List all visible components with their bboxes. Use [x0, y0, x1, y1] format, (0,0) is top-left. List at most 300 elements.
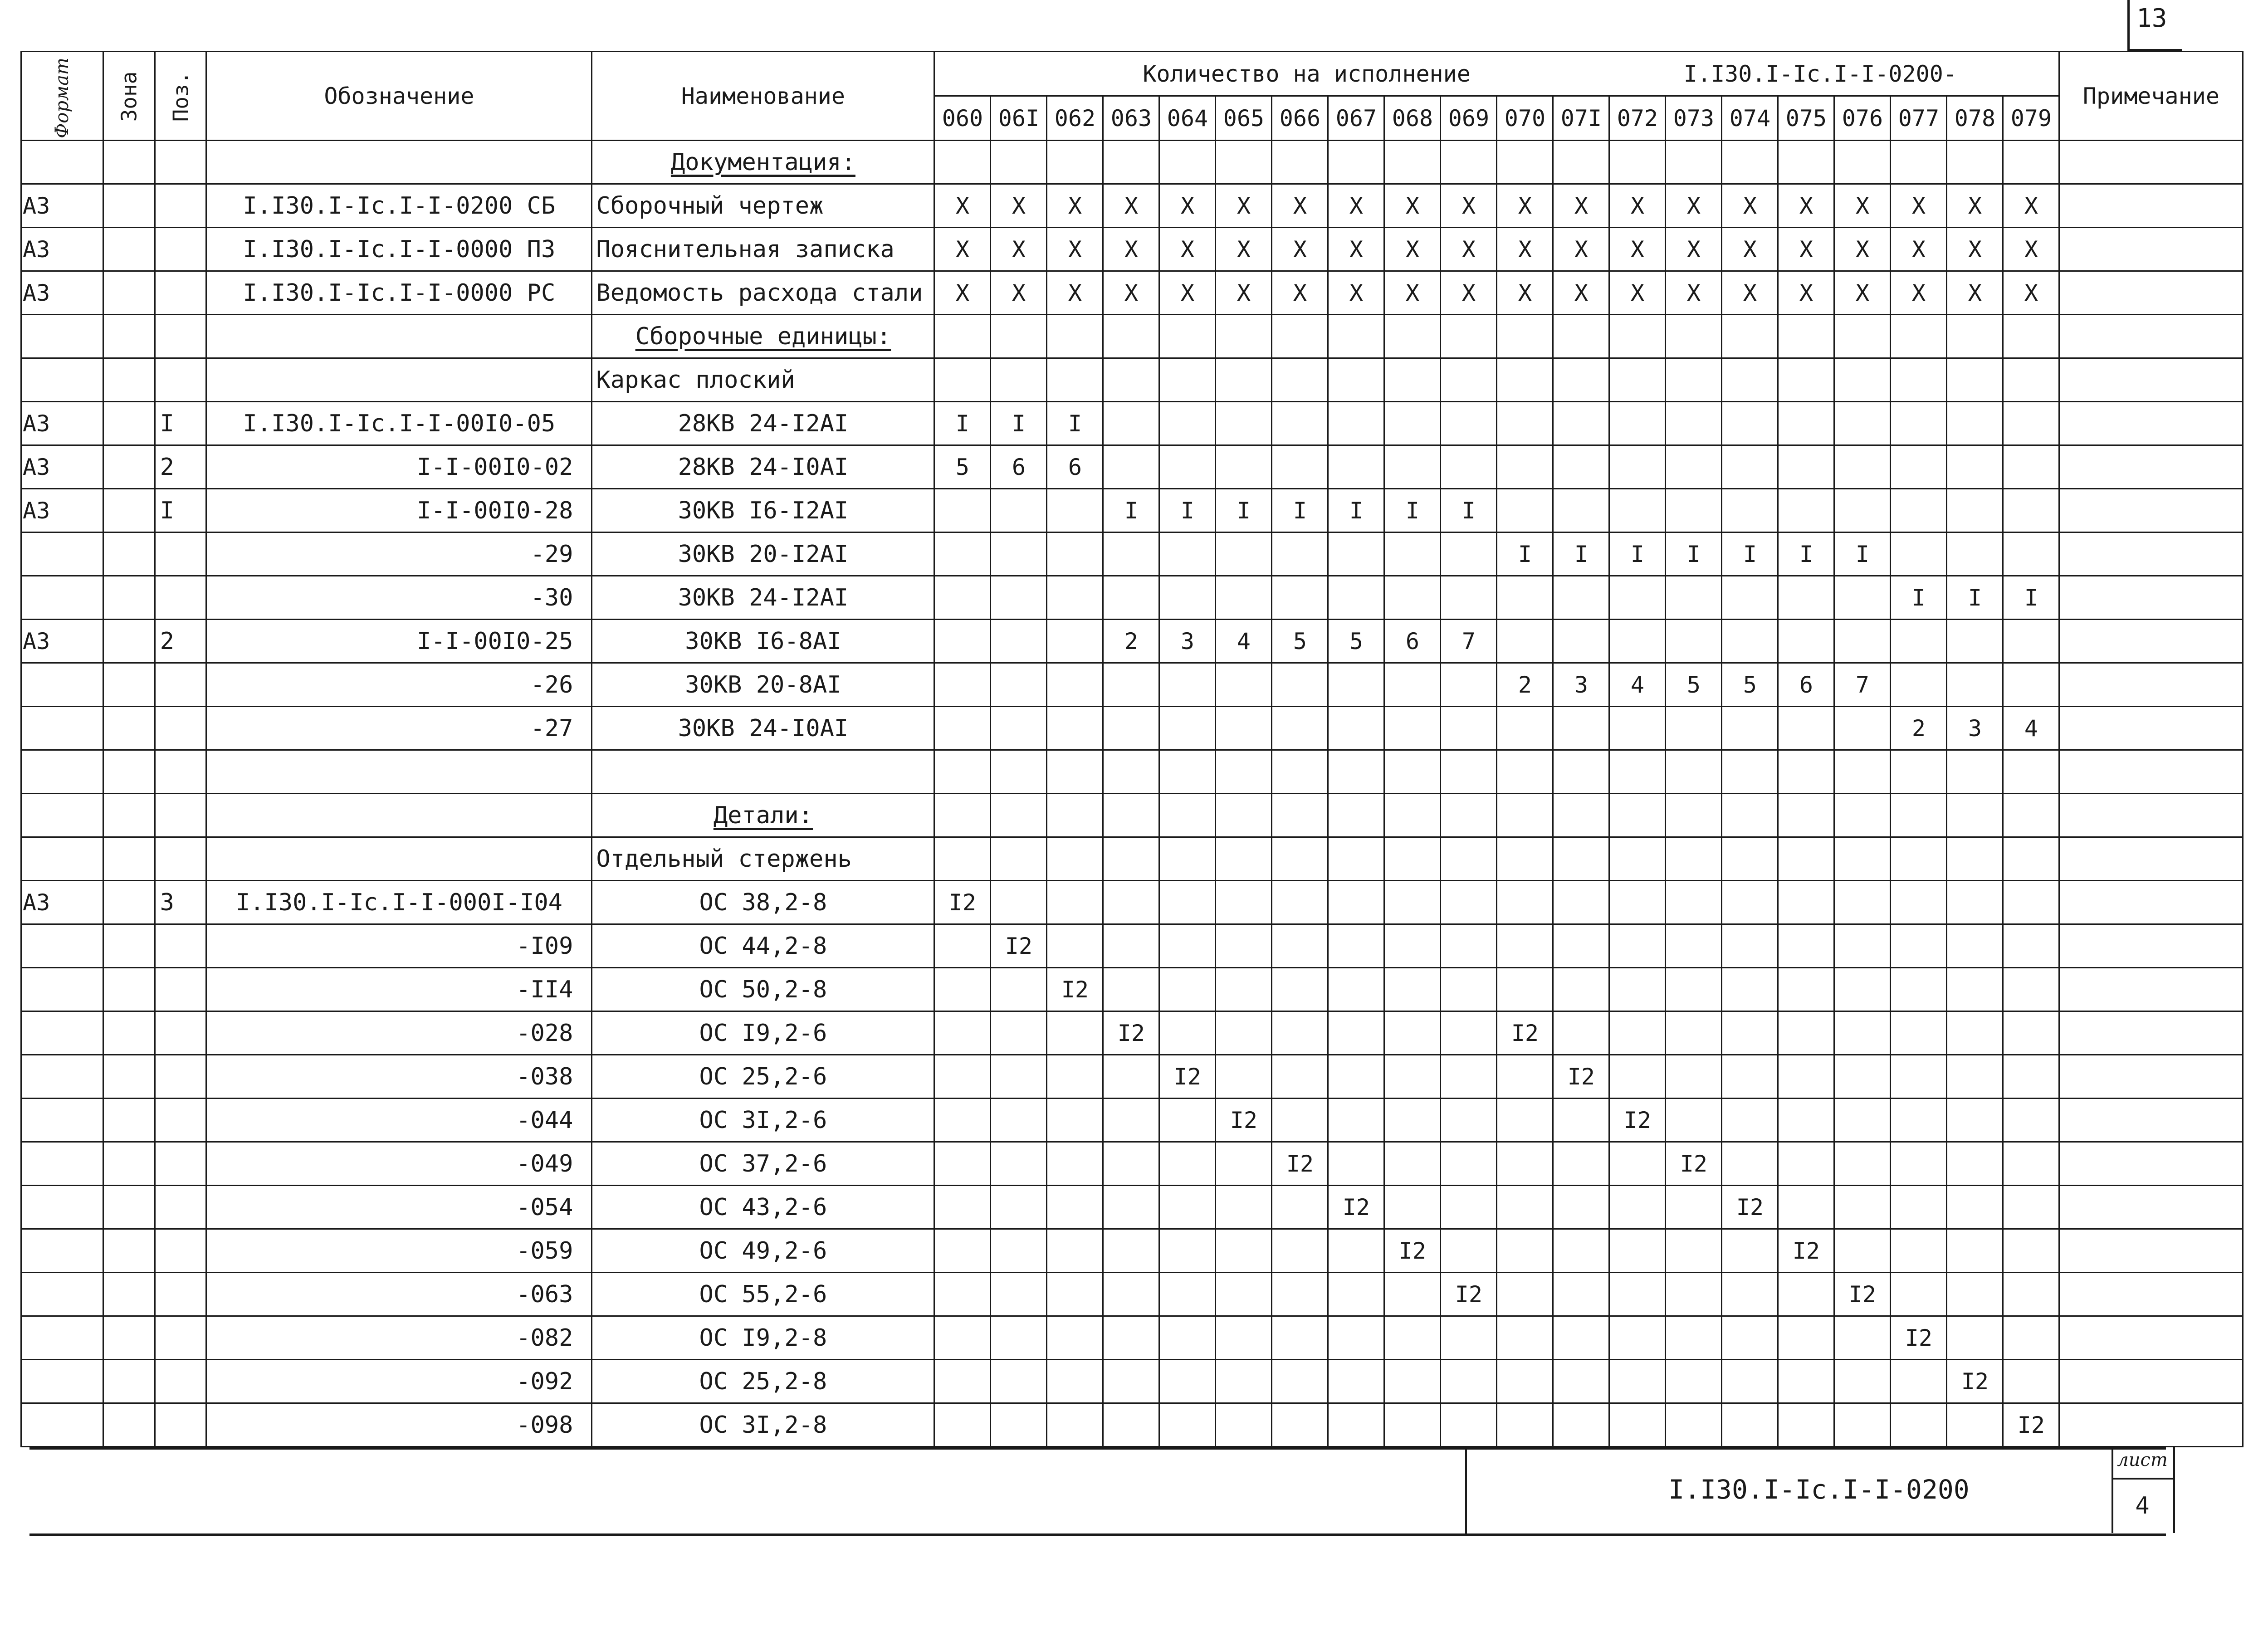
- qty-cell: [1272, 750, 1328, 794]
- name-cell: Ведомость расхода стали: [592, 271, 934, 315]
- note-cell: [2059, 1403, 2243, 1447]
- qty-cell: [1947, 1055, 2003, 1099]
- qty-cell: [1384, 881, 1441, 924]
- qty-cell: [2003, 532, 2059, 576]
- pos-cell: [155, 707, 206, 750]
- qty-cell: [2003, 1316, 2059, 1360]
- qty-cell: [1272, 1229, 1328, 1273]
- name-cell: ОС 44,2-8: [592, 924, 934, 968]
- name-cell: [592, 750, 934, 794]
- qty-cell: [1609, 141, 1666, 184]
- qty-cell: [1778, 358, 1834, 402]
- qty-cell: [1497, 620, 1553, 663]
- qty-cell: 4: [1216, 620, 1272, 663]
- qty-cell: I: [1047, 402, 1103, 445]
- qty-cell: [1103, 707, 1159, 750]
- section-heading: [592, 315, 934, 358]
- qty-cell: [1159, 1273, 1216, 1316]
- name-cell: 30КВ 24-I2АI: [592, 576, 934, 620]
- qty-cell: X: [1891, 228, 1947, 271]
- note-cell: [2059, 445, 2243, 489]
- qty-cell: I2: [1272, 1142, 1328, 1186]
- format-cell: А3: [21, 228, 103, 271]
- qty-cell: [991, 1055, 1047, 1099]
- qty-cell: [1666, 1099, 1722, 1142]
- qty-cell: 5: [1328, 620, 1384, 663]
- qty-cell: [1384, 141, 1441, 184]
- qty-cell: [1553, 1229, 1609, 1273]
- name-cell: 30КВ 20-8АI: [592, 663, 934, 707]
- variant-header-cell: 064: [1159, 96, 1216, 141]
- qty-cell: [1497, 1360, 1553, 1403]
- qty-cell: [1497, 750, 1553, 794]
- qty-cell: [1947, 750, 2003, 794]
- qty-cell: [934, 1142, 991, 1186]
- table-row: [21, 141, 2243, 184]
- qty-cell: [1328, 1011, 1384, 1055]
- qty-cell: I2: [1947, 1360, 2003, 1403]
- name-cell: ОС 49,2-6: [592, 1229, 934, 1273]
- qty-cell: [1722, 794, 1778, 837]
- qty-cell: X: [1666, 228, 1722, 271]
- qty-cell: [1216, 576, 1272, 620]
- qty-cell: [1834, 968, 1891, 1011]
- qty-cell: [1159, 881, 1216, 924]
- qty-cell: [1272, 1360, 1328, 1403]
- qty-cell: [1103, 837, 1159, 881]
- qty-cell: [1834, 707, 1891, 750]
- qty-cell: [934, 489, 991, 532]
- zone-cell: [103, 750, 155, 794]
- qty-cell: I: [1272, 489, 1328, 532]
- name-cell: ОС 43,2-6: [592, 1186, 934, 1229]
- qty-cell: I2: [1159, 1055, 1216, 1099]
- pos-cell: [155, 228, 206, 271]
- format-cell: А3: [21, 620, 103, 663]
- note-cell: [2059, 620, 2243, 663]
- qty-cell: I2: [1384, 1229, 1441, 1273]
- qty-cell: [1891, 141, 1947, 184]
- format-cell: [21, 663, 103, 707]
- qty-cell: [1047, 750, 1103, 794]
- qty-cell: X: [1497, 228, 1553, 271]
- qty-cell: X: [1947, 228, 2003, 271]
- variant-header-cell: 077: [1891, 96, 1947, 141]
- qty-cell: [1159, 1360, 1216, 1403]
- variant-header-cell: 079: [2003, 96, 2059, 141]
- qty-cell: [1609, 1273, 1666, 1316]
- qty-cell: [991, 315, 1047, 358]
- format-cell: [21, 1360, 103, 1403]
- qty-cell: [934, 663, 991, 707]
- qty-cell: [1891, 881, 1947, 924]
- qty-cell: [1103, 1360, 1159, 1403]
- qty-cell: I2: [1441, 1273, 1497, 1316]
- qty-cell: [1778, 924, 1834, 968]
- qty-cell: [1722, 1011, 1778, 1055]
- qty-cell: [991, 1011, 1047, 1055]
- qty-cell: [1666, 1403, 1722, 1447]
- qty-cell: [1159, 968, 1216, 1011]
- pos-cell: [155, 1055, 206, 1099]
- zone-cell: [103, 1273, 155, 1316]
- qty-cell: [1216, 1360, 1272, 1403]
- qty-cell: [1216, 794, 1272, 837]
- qty-cell: [1778, 794, 1834, 837]
- qty-cell: [991, 358, 1047, 402]
- qty-cell: [1609, 1316, 1666, 1360]
- note-cell: [2059, 228, 2243, 271]
- name-cell: 28КВ 24-I2АI: [592, 402, 934, 445]
- qty-cell: [1272, 1273, 1328, 1316]
- qty-cell: [1891, 968, 1947, 1011]
- qty-cell: [2003, 358, 2059, 402]
- qty-cell: [2003, 794, 2059, 837]
- qty-cell: 2: [1497, 663, 1553, 707]
- format-cell: [21, 924, 103, 968]
- qty-cell: [1159, 1142, 1216, 1186]
- qty-cell: [1328, 358, 1384, 402]
- variant-header-cell: 066: [1272, 96, 1328, 141]
- qty-cell: [1778, 315, 1834, 358]
- qty-cell: [1778, 881, 1834, 924]
- qty-cell: [1441, 1142, 1497, 1186]
- table-row: [21, 228, 2243, 271]
- table-row: [21, 1142, 2243, 1186]
- qty-cell: [1609, 1360, 1666, 1403]
- qty-cell: [1216, 1316, 1272, 1360]
- zone-cell: [103, 620, 155, 663]
- qty-cell: [1553, 837, 1609, 881]
- qty-cell: [1609, 968, 1666, 1011]
- qty-cell: [1497, 707, 1553, 750]
- qty-cell: [1384, 1273, 1441, 1316]
- name-cell: 30КВ I6-8АI: [592, 620, 934, 663]
- qty-cell: [1553, 402, 1609, 445]
- table-row: [21, 1316, 2243, 1360]
- qty-cell: [934, 924, 991, 968]
- qty-cell: [1722, 489, 1778, 532]
- qty-cell: [1497, 402, 1553, 445]
- qty-cell: [934, 1011, 991, 1055]
- qty-cell: I2: [991, 924, 1047, 968]
- qty-cell: [1834, 1403, 1891, 1447]
- qty-cell: [1497, 1186, 1553, 1229]
- qty-cell: [1609, 1011, 1666, 1055]
- qty-cell: [1272, 445, 1328, 489]
- pos-cell: [155, 750, 206, 794]
- name-cell: ОС 25,2-6: [592, 1055, 934, 1099]
- qty-cell: [1159, 1403, 1216, 1447]
- qty-cell: [1553, 1316, 1609, 1360]
- qty-cell: [1666, 620, 1722, 663]
- qty-cell: [1891, 445, 1947, 489]
- header-designation: Обозначение: [206, 52, 592, 141]
- sheet-label: лист: [2117, 1450, 2168, 1470]
- qty-cell: [1216, 1403, 1272, 1447]
- qty-cell: [1553, 489, 1609, 532]
- qty-cell: [1947, 141, 2003, 184]
- qty-cell: [1497, 968, 1553, 1011]
- variant-header-cell: 065: [1216, 96, 1272, 141]
- document-code: I.I30.I-Ic.I-I-0200: [1668, 1474, 1970, 1505]
- qty-cell: [1328, 576, 1384, 620]
- qty-cell: [1834, 1011, 1891, 1055]
- format-cell: А3: [21, 402, 103, 445]
- pos-cell: [155, 315, 206, 358]
- qty-cell: [1328, 881, 1384, 924]
- qty-cell: X: [1834, 271, 1891, 315]
- format-cell: [21, 532, 103, 576]
- qty-cell: [1328, 445, 1384, 489]
- qty-cell: [991, 1360, 1047, 1403]
- qty-cell: [1272, 794, 1328, 837]
- qty-cell: [1216, 358, 1272, 402]
- qty-cell: [1047, 1099, 1103, 1142]
- qty-cell: [1553, 1011, 1609, 1055]
- table-row: [21, 445, 2243, 489]
- qty-cell: [1666, 881, 1722, 924]
- qty-cell: [1103, 358, 1159, 402]
- qty-cell: [934, 1055, 991, 1099]
- qty-cell: [1103, 1403, 1159, 1447]
- qty-cell: [1609, 1142, 1666, 1186]
- qty-cell: I2: [934, 881, 991, 924]
- qty-cell: [1497, 576, 1553, 620]
- qty-cell: [1441, 445, 1497, 489]
- qty-cell: [2003, 402, 2059, 445]
- format-cell: [21, 1316, 103, 1360]
- qty-cell: X: [991, 271, 1047, 315]
- variant-header-cell: 070: [1497, 96, 1553, 141]
- qty-cell: [1216, 141, 1272, 184]
- qty-cell: [1497, 794, 1553, 837]
- zone-cell: [103, 1186, 155, 1229]
- table-row: [21, 1360, 2243, 1403]
- qty-cell: [1553, 794, 1609, 837]
- qty-cell: [1722, 620, 1778, 663]
- qty-cell: [1947, 445, 2003, 489]
- qty-cell: [934, 1099, 991, 1142]
- qty-cell: [934, 532, 991, 576]
- qty-cell: [1722, 1099, 1778, 1142]
- note-cell: [2059, 489, 2243, 532]
- qty-cell: [1609, 707, 1666, 750]
- qty-cell: I: [1159, 489, 1216, 532]
- qty-cell: [1778, 445, 1834, 489]
- qty-cell: [2003, 1229, 2059, 1273]
- qty-cell: [1778, 1316, 1834, 1360]
- qty-cell: [1947, 1186, 2003, 1229]
- qty-cell: [1441, 576, 1497, 620]
- qty-cell: X: [1216, 184, 1272, 228]
- qty-cell: [1666, 141, 1722, 184]
- qty-cell: [1103, 663, 1159, 707]
- qty-cell: [1497, 141, 1553, 184]
- qty-cell: [1272, 663, 1328, 707]
- note-cell: [2059, 1360, 2243, 1403]
- qty-cell: [991, 1186, 1047, 1229]
- qty-cell: X: [1553, 184, 1609, 228]
- qty-cell: [1384, 837, 1441, 881]
- qty-cell: [1216, 881, 1272, 924]
- qty-cell: [1722, 1316, 1778, 1360]
- format-cell: А3: [21, 445, 103, 489]
- qty-cell: [1553, 1360, 1609, 1403]
- name-cell: 30КВ I6-I2АI: [592, 489, 934, 532]
- qty-cell: [1441, 358, 1497, 402]
- qty-cell: [1047, 1316, 1103, 1360]
- qty-cell: [1384, 794, 1441, 837]
- qty-cell: I: [1328, 489, 1384, 532]
- qty-cell: I2: [1328, 1186, 1384, 1229]
- designation-cell: [206, 750, 592, 794]
- qty-cell: X: [1441, 271, 1497, 315]
- qty-cell: [991, 532, 1047, 576]
- qty-cell: I: [1441, 489, 1497, 532]
- designation-cell: I-I-00I0-28: [206, 489, 592, 532]
- qty-cell: X: [934, 228, 991, 271]
- variant-header-cell: 063: [1103, 96, 1159, 141]
- qty-cell: [934, 750, 991, 794]
- pos-cell: [155, 1403, 206, 1447]
- qty-cell: [1778, 1273, 1834, 1316]
- qty-cell: [1047, 1142, 1103, 1186]
- designation-cell: -059: [206, 1229, 592, 1273]
- qty-cell: [1328, 532, 1384, 576]
- note-cell: [2059, 1011, 2243, 1055]
- qty-cell: [1778, 489, 1834, 532]
- name-cell: 28КВ 24-I0АI: [592, 445, 934, 489]
- note-cell: [2059, 707, 2243, 750]
- qty-cell: [1384, 402, 1441, 445]
- name-cell: 30КВ 24-I0АI: [592, 707, 934, 750]
- qty-cell: I: [1947, 576, 2003, 620]
- qty-cell: [1272, 358, 1328, 402]
- qty-cell: [991, 1142, 1047, 1186]
- qty-cell: [1103, 794, 1159, 837]
- qty-cell: [1103, 445, 1159, 489]
- variant-header-cell: 076: [1834, 96, 1891, 141]
- table-row: [21, 620, 2243, 663]
- note-cell: [2059, 794, 2243, 837]
- qty-cell: [1947, 358, 2003, 402]
- qty-cell: [1497, 1099, 1553, 1142]
- qty-cell: I: [1103, 489, 1159, 532]
- variant-header-cell: 067: [1328, 96, 1384, 141]
- format-cell: [21, 1055, 103, 1099]
- qty-cell: [934, 1403, 991, 1447]
- qty-cell: [1834, 358, 1891, 402]
- qty-cell: [1047, 1055, 1103, 1099]
- header-pos: Поз.: [155, 52, 206, 141]
- qty-cell: [1272, 576, 1328, 620]
- note-cell: [2059, 1316, 2243, 1360]
- qty-cell: X: [1272, 184, 1328, 228]
- qty-cell: [1891, 315, 1947, 358]
- qty-cell: [1834, 837, 1891, 881]
- qty-cell: I2: [1103, 1011, 1159, 1055]
- table-row: [21, 1099, 2243, 1142]
- format-cell: А3: [21, 184, 103, 228]
- qty-cell: [1103, 924, 1159, 968]
- pos-cell: [155, 968, 206, 1011]
- format-cell: А3: [21, 489, 103, 532]
- qty-cell: [1609, 402, 1666, 445]
- qty-cell: [1328, 663, 1384, 707]
- qty-cell: [1272, 141, 1328, 184]
- qty-cell: [1497, 1055, 1553, 1099]
- note-cell: [2059, 358, 2243, 402]
- qty-cell: [1103, 1229, 1159, 1273]
- qty-cell: [1497, 924, 1553, 968]
- qty-cell: I2: [1722, 1186, 1778, 1229]
- qty-cell: [1778, 1360, 1834, 1403]
- pos-cell: [155, 837, 206, 881]
- qty-cell: [991, 141, 1047, 184]
- qty-cell: [991, 489, 1047, 532]
- qty-cell: [1103, 881, 1159, 924]
- designation-cell: -092: [206, 1360, 592, 1403]
- designation-cell: I.I30.I-Ic.I-I-0000 РС: [206, 271, 592, 315]
- format-cell: [21, 794, 103, 837]
- zone-cell: [103, 1142, 155, 1186]
- qty-cell: [1722, 750, 1778, 794]
- pos-cell: [155, 924, 206, 968]
- qty-cell: [1947, 532, 2003, 576]
- qty-cell: [991, 1273, 1047, 1316]
- qty-cell: 2: [1891, 707, 1947, 750]
- qty-cell: [1553, 1186, 1609, 1229]
- qty-cell: X: [1609, 228, 1666, 271]
- qty-cell: [1441, 837, 1497, 881]
- qty-cell: [1778, 141, 1834, 184]
- designation-cell: [206, 794, 592, 837]
- zone-cell: [103, 271, 155, 315]
- qty-cell: [1778, 837, 1834, 881]
- qty-cell: 6: [1778, 663, 1834, 707]
- qty-cell: [2003, 1142, 2059, 1186]
- page-number: 13: [2136, 4, 2167, 33]
- table-row: [21, 315, 2243, 358]
- qty-cell: I: [1553, 532, 1609, 576]
- qty-cell: [1778, 1186, 1834, 1229]
- qty-cell: [1047, 663, 1103, 707]
- qty-cell: [934, 1273, 991, 1316]
- qty-cell: [1103, 1316, 1159, 1360]
- qty-cell: X: [1834, 184, 1891, 228]
- qty-cell: [1722, 358, 1778, 402]
- section-heading-text: Детали:: [713, 801, 813, 829]
- qty-cell: [1384, 358, 1441, 402]
- qty-cell: [1947, 620, 2003, 663]
- qty-cell: [1666, 576, 1722, 620]
- format-cell: [21, 1186, 103, 1229]
- designation-cell: -054: [206, 1186, 592, 1229]
- qty-cell: [1947, 1099, 2003, 1142]
- format-cell: А3: [21, 271, 103, 315]
- qty-cell: [1159, 924, 1216, 968]
- qty-cell: [1497, 1273, 1553, 1316]
- qty-cell: I: [1891, 576, 1947, 620]
- pos-cell: [155, 1273, 206, 1316]
- qty-cell: [2003, 620, 2059, 663]
- qty-cell: 3: [1947, 707, 2003, 750]
- qty-cell: [1328, 315, 1384, 358]
- qty-cell: [1891, 1403, 1947, 1447]
- qty-cell: [1328, 968, 1384, 1011]
- header-format: Формат: [21, 52, 103, 141]
